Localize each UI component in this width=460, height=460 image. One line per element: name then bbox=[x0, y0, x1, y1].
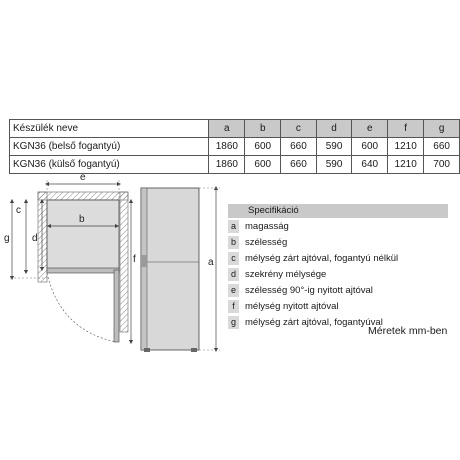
spec-key: c bbox=[228, 252, 239, 265]
fridge-door-edge bbox=[141, 188, 147, 350]
header-device-name: Készülék neve bbox=[10, 120, 209, 138]
cell: 600 bbox=[352, 138, 388, 156]
spec-key: f bbox=[228, 300, 239, 313]
door-swing-arc bbox=[47, 273, 116, 342]
cell: 590 bbox=[316, 138, 352, 156]
right-wall bbox=[120, 192, 128, 332]
col-b: b bbox=[245, 120, 281, 138]
col-g: g bbox=[424, 120, 460, 138]
spec-item bbox=[228, 283, 448, 298]
fridge-side bbox=[141, 188, 199, 350]
label-d: d bbox=[32, 233, 38, 244]
cell: 1860 bbox=[209, 156, 245, 174]
cell: 600 bbox=[245, 156, 281, 174]
cell: 700 bbox=[424, 156, 460, 174]
label-b: b bbox=[79, 214, 85, 225]
cell: 660 bbox=[281, 138, 317, 156]
spec-key: e bbox=[228, 284, 239, 297]
units-note: Méretek mm-ben bbox=[368, 325, 448, 337]
label-c: c bbox=[16, 205, 21, 216]
top-view bbox=[4, 172, 136, 342]
cell: 600 bbox=[245, 138, 281, 156]
foot bbox=[191, 348, 197, 352]
spec-text: mélység zárt ajtóval, fogantyú nélkül bbox=[245, 253, 399, 264]
spec-key: g bbox=[228, 316, 239, 329]
spec-item bbox=[228, 267, 448, 282]
handle bbox=[141, 255, 147, 267]
label-a: a bbox=[208, 257, 214, 268]
left-wall bbox=[38, 192, 47, 282]
spec-item bbox=[228, 251, 448, 266]
col-a: a bbox=[209, 120, 245, 138]
door-open bbox=[114, 270, 119, 342]
spec-key: d bbox=[228, 268, 239, 281]
col-f: f bbox=[388, 120, 424, 138]
cell: 1210 bbox=[388, 156, 424, 174]
door-closed bbox=[47, 268, 119, 273]
fridge-body-top bbox=[47, 200, 119, 270]
spec-text: mélység nyitott ajtóval bbox=[245, 301, 339, 312]
spec-text: szélesség 90°-ig nyitott ajtóval bbox=[245, 285, 373, 296]
spec-text: mélység zárt ajtóval, fogantyúval bbox=[245, 317, 383, 328]
spec-item bbox=[228, 235, 448, 250]
back-wall bbox=[38, 192, 128, 200]
spec-text: szélesség bbox=[245, 237, 288, 248]
cell: 590 bbox=[316, 156, 352, 174]
cell: 1860 bbox=[209, 138, 245, 156]
cell: 660 bbox=[281, 156, 317, 174]
col-c: c bbox=[281, 120, 317, 138]
label-g: g bbox=[4, 233, 10, 244]
spec-text: magasság bbox=[245, 221, 289, 232]
row-name: KGN36 (belső fogantyú) bbox=[10, 138, 209, 156]
spec-item bbox=[228, 299, 448, 314]
col-d: d bbox=[316, 120, 352, 138]
spec-key: a bbox=[228, 220, 239, 233]
label-e: e bbox=[80, 172, 86, 183]
cell: 640 bbox=[352, 156, 388, 174]
spec-key: b bbox=[228, 236, 239, 249]
cell: 1210 bbox=[388, 138, 424, 156]
spec-title: Specifikáció bbox=[228, 204, 448, 218]
label-f: f bbox=[133, 254, 136, 265]
spec-item bbox=[228, 219, 448, 234]
side-view bbox=[141, 188, 220, 352]
row-name: KGN36 (külső fogantyú) bbox=[10, 156, 209, 174]
specification-legend bbox=[228, 204, 448, 330]
col-e: e bbox=[352, 120, 388, 138]
cell: 660 bbox=[424, 138, 460, 156]
spec-text: szekrény mélysége bbox=[245, 269, 327, 280]
foot bbox=[144, 348, 150, 352]
